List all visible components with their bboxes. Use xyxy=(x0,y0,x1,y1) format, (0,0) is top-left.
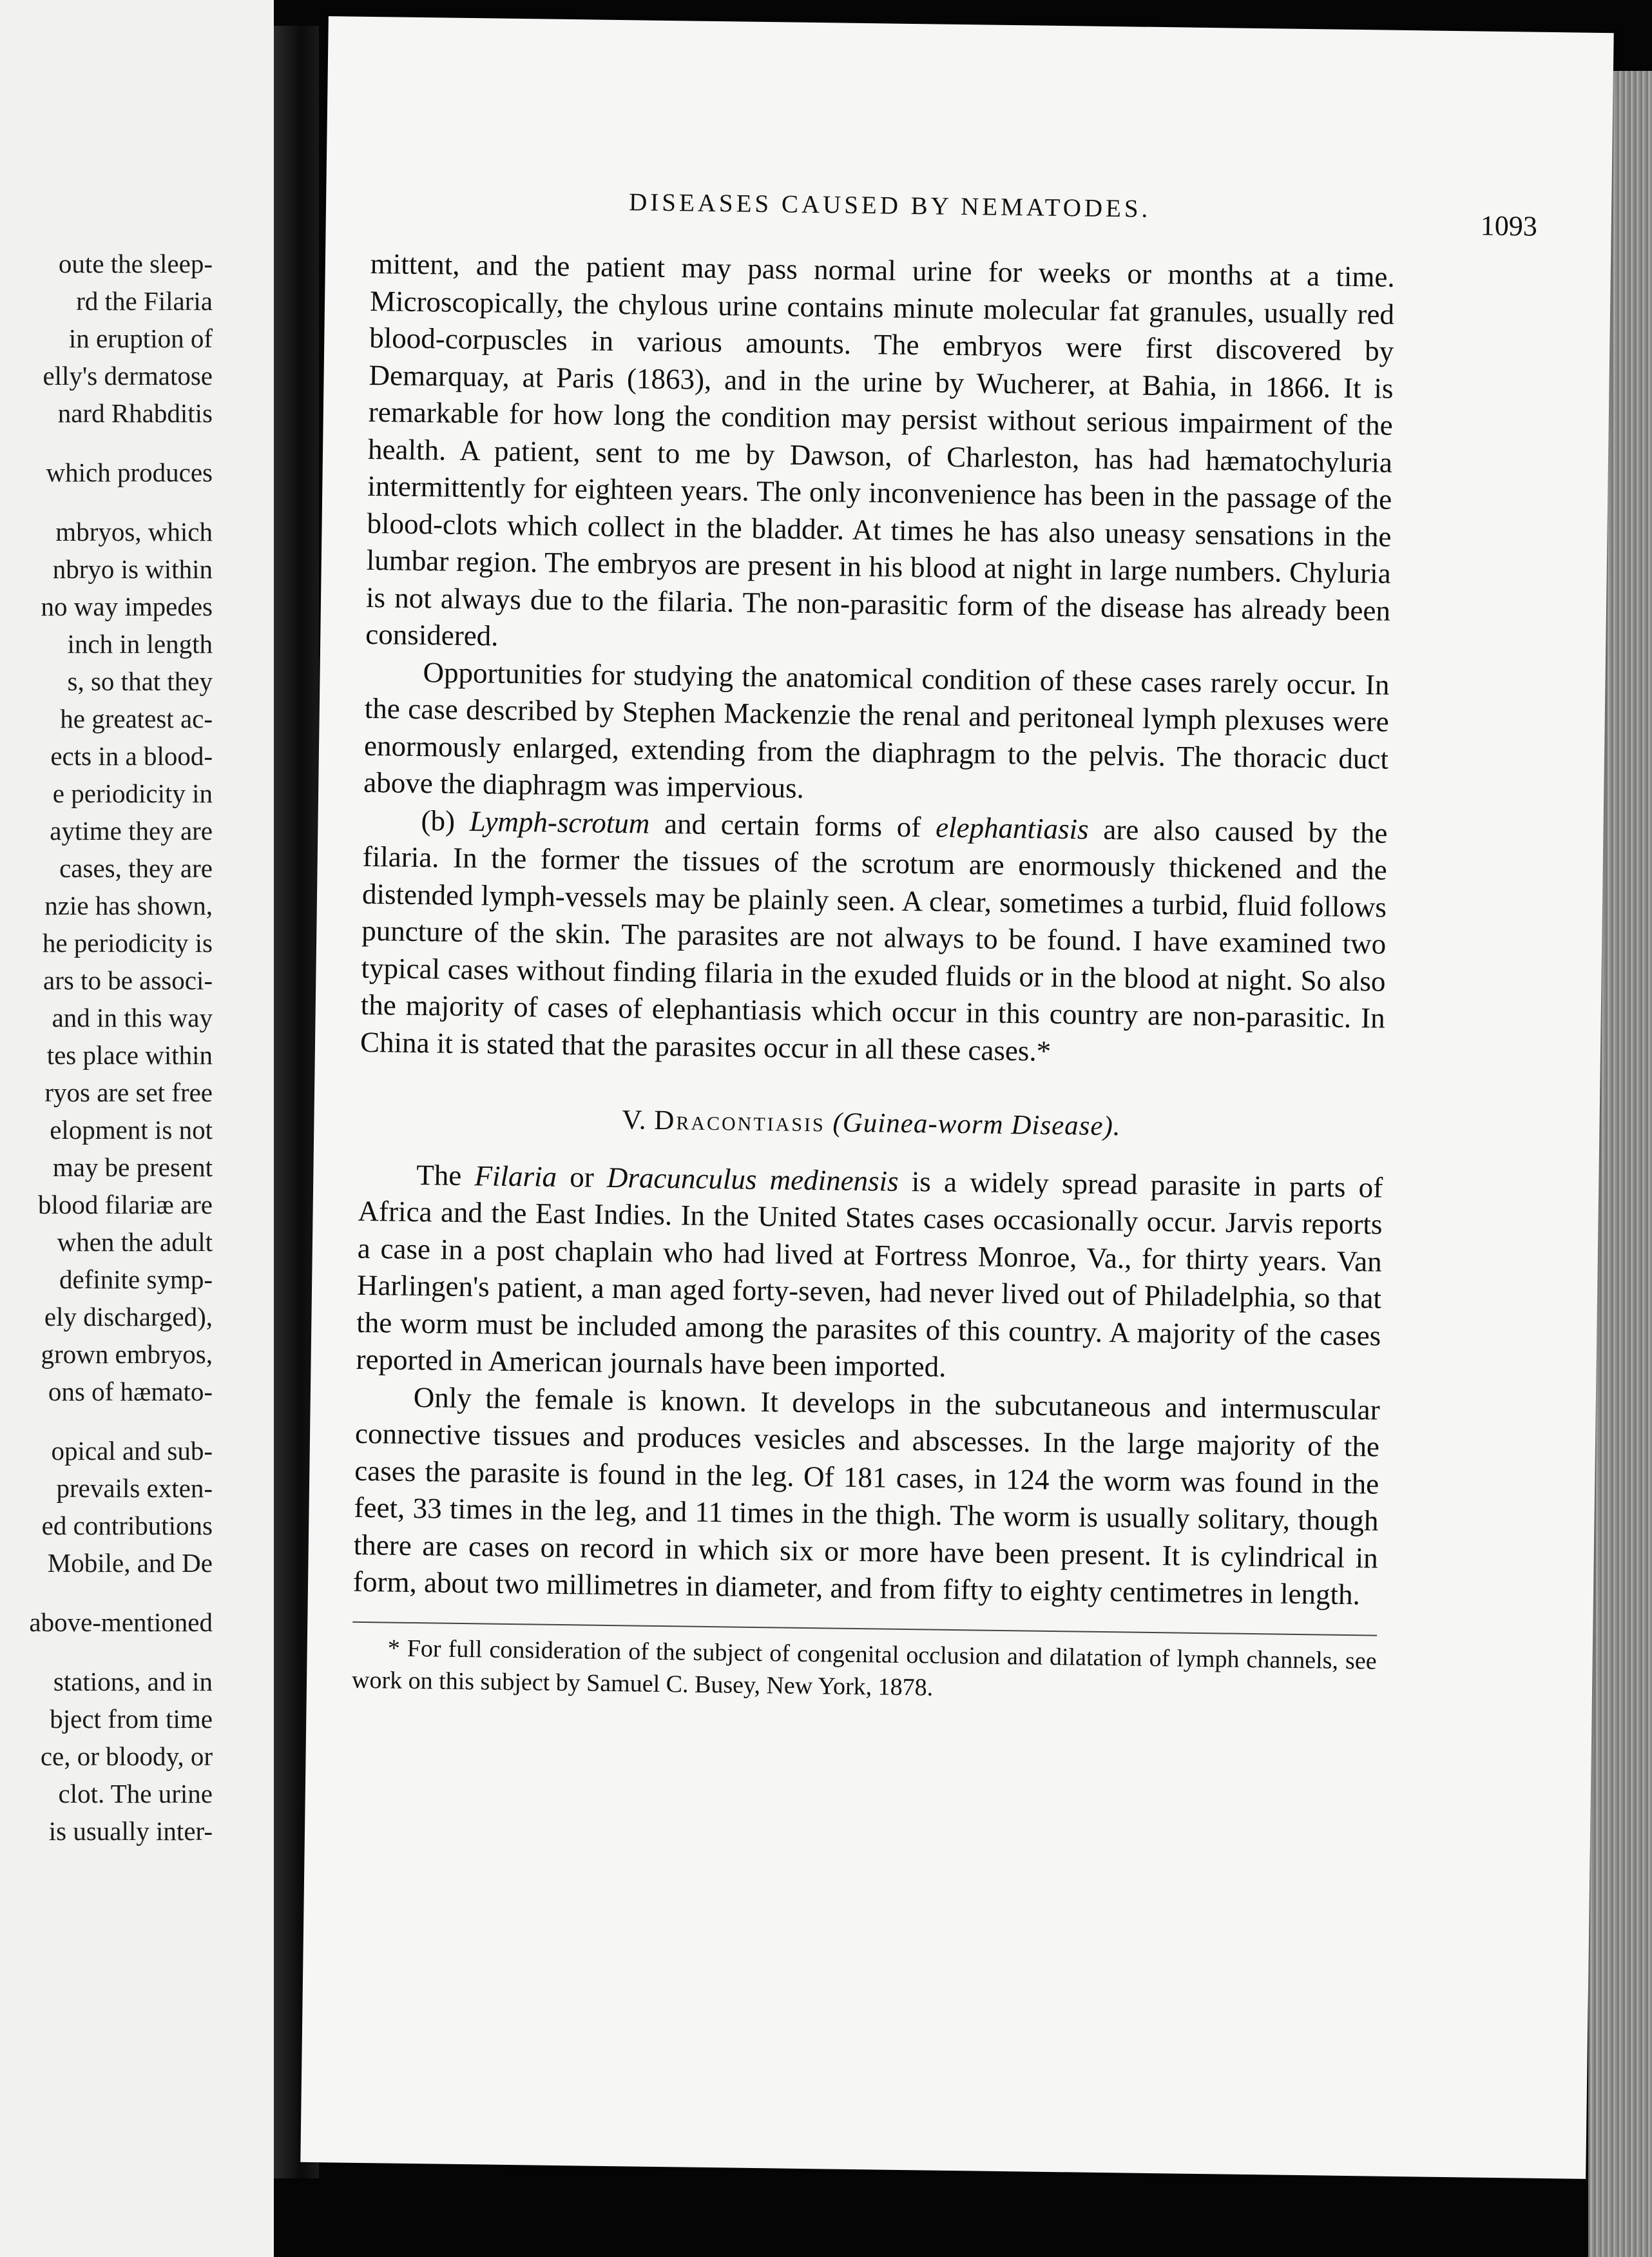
facing-page-line: which produces xyxy=(46,458,213,487)
facing-page-line: bject from time xyxy=(50,1704,213,1734)
facing-page-line: in eruption of xyxy=(68,324,213,353)
facing-page-line: prevails exten- xyxy=(56,1473,213,1503)
facing-page-line: definite symp- xyxy=(59,1264,213,1294)
facing-page-line: and in this way xyxy=(52,1003,213,1032)
facing-page-line: aytime they are xyxy=(50,816,213,846)
running-head-title: DISEASES CAUSED BY NEMATODES. xyxy=(628,188,1151,223)
body-text xyxy=(352,246,1395,1709)
facing-page-line: s, so that they xyxy=(67,666,213,696)
section-number: V. xyxy=(622,1105,647,1136)
facing-page-line: rd the Filaria xyxy=(76,286,213,316)
facing-page-line: stations, and in xyxy=(53,1667,213,1696)
text-run: is a widely spread parasite in parts of Africa and the East Indies. In the United States cases occasionally occur. Jarvis reports a case in a post chaplain who had lived at Fortress Monroe, Va., for thirty years. Van Harlingen's patient, a man aged forty-seven, had never lived out of Philadelphia, so that the worm must be included among the parasites of this country. A majority of the cases reported in American journals have been imported. xyxy=(356,1165,1383,1383)
page-1093 xyxy=(300,16,1613,2179)
facing-page-line: ed contributions xyxy=(41,1511,213,1540)
facing-page-line: tes place within xyxy=(46,1040,213,1070)
term-filaria: Filaria xyxy=(474,1159,557,1193)
facing-page-line: cases, they are xyxy=(59,853,213,883)
facing-page-line: nard Rhabditis xyxy=(57,398,213,428)
paragraph-female-worm: Only the female is known. It develops in the subcutaneous and intermuscular connective tissues and produces vesicles and abscesses. In the large majority of the cases the parasite is found in the leg. Of 181 cases, in 124 the worm was found in the feet, 33 times in the leg, and 11 times in the thigh. The worm is usually solitary, though there are cases on record in which six or more have been present. It is cylindrical in form, about two millimetres in diameter, and from fifty to eighty centimetres in length. xyxy=(352,1380,1381,1611)
list-label: (b) xyxy=(421,804,456,837)
facing-page-line: clot. The urine xyxy=(58,1779,213,1808)
facing-page-line: mbryos, which xyxy=(55,517,213,547)
text-run: are also caused by the filaria. In the former the tissues of the scrotum are enormously thickened and the distended lymph-vessels may be plainly seen. A clear, sometimes a turbid, fluid follows puncture of the skin. The parasites are not always to be found. I have examined two typical cases without finding filaria in the exuded fluids or in the blood at night. So also the majority of cases of elephantiasis which occur in this country are non-parasitic. In China it is stated that the parasites occur in all these cases.* xyxy=(360,813,1388,1067)
facing-page-line: elly's dermatose xyxy=(43,361,213,391)
facing-page-line: nbryo is within xyxy=(52,554,213,584)
facing-page-text xyxy=(0,245,213,1850)
facing-page-left xyxy=(0,0,274,2257)
facing-page-line: no way impedes xyxy=(41,592,213,621)
facing-page-line: oute the sleep- xyxy=(58,249,213,278)
facing-page-line: ons of hæmato- xyxy=(48,1377,213,1406)
paragraph-anatomy: Opportunities for studying the anatomical condition of these cases rarely occur. In the case described by Stephen Mackenzie the renal and peritoneal lymph plexuses were enormously enlarged, extending from the diaphragm to the pelvis. The thoracic duct above the diaphragm was impervious. xyxy=(363,655,1390,804)
term-elephantiasis: elephantiasis xyxy=(935,811,1089,846)
facing-page-line: above-mentioned xyxy=(29,1607,213,1637)
facing-page-line: he periodicity is xyxy=(42,928,213,958)
facing-page-line: he greatest ac- xyxy=(60,704,213,733)
paragraph-dracunculus xyxy=(356,1156,1383,1391)
facing-page-line: ects in a blood- xyxy=(50,741,213,771)
facing-page-line: may be present xyxy=(52,1152,213,1182)
facing-page-line: elopment is not xyxy=(50,1115,213,1145)
facing-page-line: ce, or bloody, or xyxy=(40,1741,213,1771)
text-run: The xyxy=(416,1158,475,1192)
facing-page-line: ely discharged), xyxy=(44,1302,213,1332)
facing-page-line: blood filariæ are xyxy=(38,1190,213,1219)
running-head xyxy=(326,184,1612,242)
facing-page-line: ars to be associ- xyxy=(43,965,213,995)
facing-page-line: inch in length xyxy=(67,629,213,659)
facing-page-line: e periodicity in xyxy=(52,779,213,808)
page-number: 1093 xyxy=(1480,209,1538,242)
term-lymph-scrotum: Lymph-scrotum xyxy=(469,804,650,840)
facing-page-line: opical and sub- xyxy=(51,1436,213,1466)
text-run: and certain forms of xyxy=(649,807,936,844)
term-dracunculus-medinensis: Dracunculus medinensis xyxy=(606,1161,899,1197)
facing-page-line: Mobile, and De xyxy=(47,1548,213,1578)
footnote: * For full consideration of the subject of congenital occlusion and dilatation of lymph channels, see work on this subject by Samuel C. Busey, New York, 1878. xyxy=(351,1634,1377,1701)
paragraph-lymph-scrotum xyxy=(360,801,1388,1074)
facing-page-line: when the adult xyxy=(57,1227,213,1257)
facing-page-line: nzie has shown, xyxy=(44,891,213,920)
section-title: Dracontiasis xyxy=(654,1105,826,1138)
section-subtitle: (Guinea-worm Disease). xyxy=(832,1107,1121,1142)
facing-page-line: is usually inter- xyxy=(48,1816,213,1846)
text-run: or xyxy=(556,1160,608,1194)
facing-page-line: ryos are set free xyxy=(44,1078,213,1107)
section-heading xyxy=(359,1098,1384,1148)
paragraph-chyluria: mittent, and the patient may pass normal urine for weeks or months at a time. Microscopically, the chylous urine contains minute molecular fat granules, usually red blood-corpuscles in various amounts. The embryos were first discovered by Demarquay, at Paris (1863), and in the urine by Wucherer, at Bahia, in 1866. It is remarkable for how long the condition may persist without serious impairment of the health. A patient, sent to me by Dawson, of Charleston, has had hæmatochyluria intermittently for eighteen years. The only inconvenience has been in the passage of the blood-clots which collect in the bladder. At times he has also uneasy sensations in the lumbar region. The embryos are present in his blood at night in large numbers. Chyluria is not always due to the filaria. The non-parasitic form of the disease has already been considered. xyxy=(365,247,1396,652)
facing-page-line: grown embryos, xyxy=(41,1339,213,1369)
